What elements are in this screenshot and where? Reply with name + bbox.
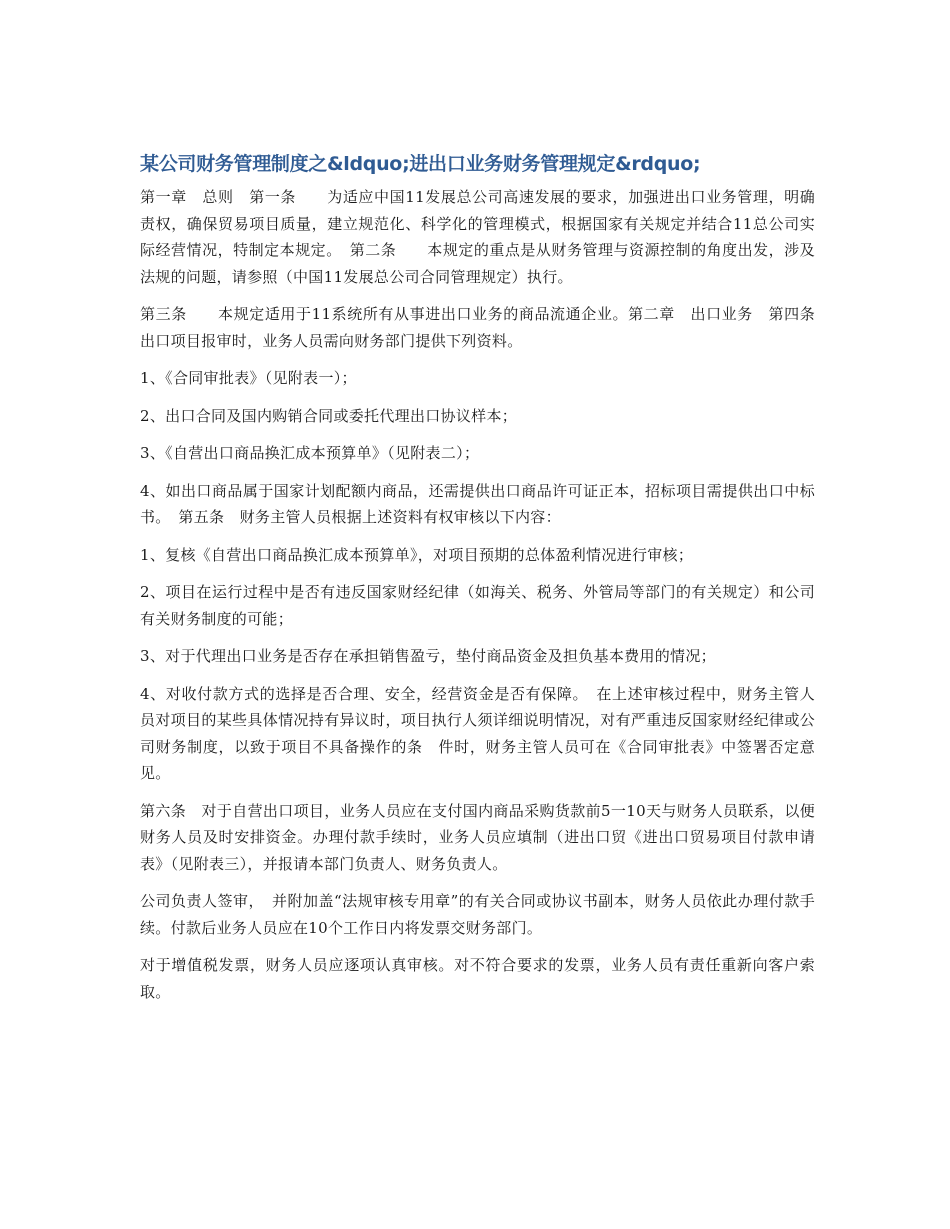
paragraph-vat-invoice: 对于增值税发票，财务人员应逐项认真审核。对不符合要求的发票，业务人员有责任重新向客户索取。 [140, 956, 815, 1001]
list-item-export-contract: 2、出口合同及国内购销合同或委托代理出口协议样本； [140, 406, 518, 425]
list-item-quota-license: 4、如出口商品属于国家计划配额内商品，还需提供出口商品许可证正本，招标项目需提供出口中标书。 第五条 财务主管人员根据上述资料有权审核以下内容： [140, 481, 815, 526]
paragraph-article-three: 第三条 本规定适用于11系统所有从事进出口业务的商品流通企业。第二章 出口业务 第四条 出口项目报审时，业务人员需向财务部门提供下列资料。 [140, 305, 846, 350]
list-item-review-budget: 1、复核《自营出口商品换汇成本预算单》，对项目预期的总体盈利情况进行审核； [140, 545, 694, 564]
paragraph-approval-signing: 公司负责人签审， 并附加盖“法规审核专用章”的有关合同或协议书副本，财务人员依此办理付款手续。付款后业务人员应在10个工作日内将发票交财务部门。 [140, 892, 815, 937]
list-item-cost-budget: 3、《自营出口商品换汇成本预算单》（见附表二）； [140, 444, 480, 462]
list-item-review-payment: 4、对收付款方式的选择是否合理、安全，经营资金是否有保障。 在上述审核过程中，财务主管人员对项目的某些具体情况持有异议时，项目执行人须详细说明情况，对有严重违反国家财经纪律或公司财务制度，以致于项目不具备操作的条 件时，财务主管人员可在《合同审批表》中签署否定意见。 [140, 684, 815, 782]
list-item-review-agency: 3、对于代理出口业务是否存在承担销售盈亏，垫付商品资金及担负基本费用的情况； [140, 647, 716, 665]
list-item-contract-approval: 1、《合同审批表》（见附表一）； [140, 369, 357, 387]
document-page [140, 150, 846, 1016]
document-title: 某公司财务管理制度之&ldquo;进出口业务财务管理规定&rdquo; [140, 153, 701, 175]
list-item-review-compliance: 2、项目在运行过程中是否有违反国家财经纪律（如海关、税务、外管局等部门的有关规定）和公司有关财务制度的可能； [140, 583, 815, 628]
paragraph-article-six: 第六条 对于自营出口项目，业务人员应在支付国内商品采购货款前5一10天与财务人员联系，以便财务人员及时安排资金。办理付款手续时，业务人员应填制（进出口贸《进出口贸易项目付款申请表》（见附表三），并报请本部门负责人、财务负责人。 [140, 801, 815, 873]
paragraph-chapter-one: 第一章 总则 第一条 为适应中国11发展总公司高速发展的要求，加强进出口业务管理，明确责权，确保贸易项目质量，建立规范化、科学化的管理模式，根据国家有关规定并结合11总公司实际经营情况，特制定本规定。 第二条 本规定的重点是从财务管理与资源控制的角度出发，涉及法规的问题，请参照（中国11发展总公司合同管理规定）执行。 [140, 188, 815, 286]
